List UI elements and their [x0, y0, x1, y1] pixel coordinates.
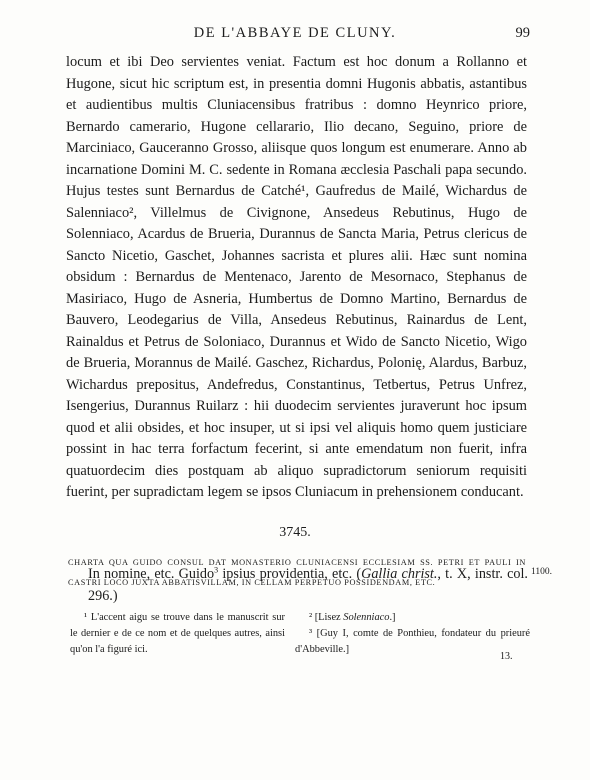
footnote-2-start: ² [Lisez [309, 612, 344, 623]
running-head [60, 25, 530, 45]
footnote-ref-3: 3 [214, 565, 219, 575]
footnote-column-left [70, 610, 285, 658]
charter-number: 3745. [279, 525, 311, 540]
signature-mark: 13. [500, 651, 513, 662]
source-reference: , t. X, instr. col. 296.) [88, 566, 528, 604]
margin-date: 1100. [531, 567, 553, 577]
incipit-start: In nomine, etc. Guido [88, 566, 215, 582]
page-number: 99 [515, 25, 530, 41]
incipit-middle: ipsius providentia, etc. ( [218, 566, 362, 582]
footnote-2-end: .] [389, 612, 396, 623]
body-paragraph: locum et ibi Deo servientes veniat. Factum est hoc donum a Rollanno et Hugone, sicut hic scriptum est, in presentia domni Hugonis abbatis, astantibus et audientibus multis Cluniacensibus fratribus : domno Heynrico priore, Bernardo camerario, Hugone cellarario, Ilio decano, Seguino, priore de Marciniaco, Gauceranno Grosso, aliisque quos longum est enumerare. Anno ab incarnatione Domini M. C. sedente in Romana æcclesia Paschali papa secundo. Hujus testes sunt Bernardus de Catché¹, Gaufredus de Mailé, Wichardus de Salenniaco², Villelmus de Civignone, Ansedeus Rebutinus, Hugo de Solenniaco, Acardus de Brueria, Durannus de Sancta Maria, Petrus clericus de Sancto Nicetio, Gaschet, Johannes sacrista et plures alii. Hæc sunt nomina obsidum : Bernardus de Mentenaco, Jarento de Mesornaco, Stephanus de Masiriaco, Hugo de Asneria, Humbertus de Domno Martino, Bernardus de Bauvero, Leodegarius de Villa, Ansedeus Rebutinus, Rainardus de Lent, Rainaldus et Petrus de Soloniaco, Durannus et Wido de Sancto Nicetio, Wigo de Brueria, Morannus de Mailé. Gaschez, Richardus, Polonię, Alardus, Barbuz, Wichardus prepositus, Andefredus, Constantinus, Tetbertus, Petrus Unfrez, Isengerius, Durannus Ruilarz : hii duodecim servientes juraverunt hoc ipsum quod et alii obsides, et hoc insuper, ut si ipsi vel aliquis homo quem justiciare possint in hac terra forfactum fecerint, si ante emendatum non fuerit, infra quatuordecim dies postquam ab aliquo supradictorum seniorum requisiti fuerint, per supradictam legem se ipsos Cluniacum in prehensionem conducant. [66, 54, 527, 500]
footnote-2 [295, 610, 530, 626]
charter-heading: CHARTA QUA GUIDO CONSUL DAT MONASTERIO CLUNIACENSI ECCLESIAM SS. PETRI ET PAULI IN CASTRI LOCO JUXTA ABBATISVILLAM, IN CELLAM PERPETUO POSSIDENDAM, ETC. [68, 558, 526, 587]
running-title: DE L'ABBAYE DE CLUNY. [193, 25, 397, 41]
footnote-1: ¹ L'accent aigu se trouve dans le manuscrit sur le dernier e de ce nom et de quelques autres, ainsi qu'on l'a figuré ici. [70, 612, 285, 655]
footnote-3: ³ [Guy I, comte de Ponthieu, fondateur du prieuré d'Abbeville.] [295, 628, 530, 655]
source-title: Gallia christ. [361, 566, 438, 582]
footnote-2-italic: Solenniaco [343, 612, 390, 623]
charter-incipit-text [88, 563, 528, 607]
footnote-column-right [295, 610, 530, 658]
main-text [66, 52, 527, 504]
